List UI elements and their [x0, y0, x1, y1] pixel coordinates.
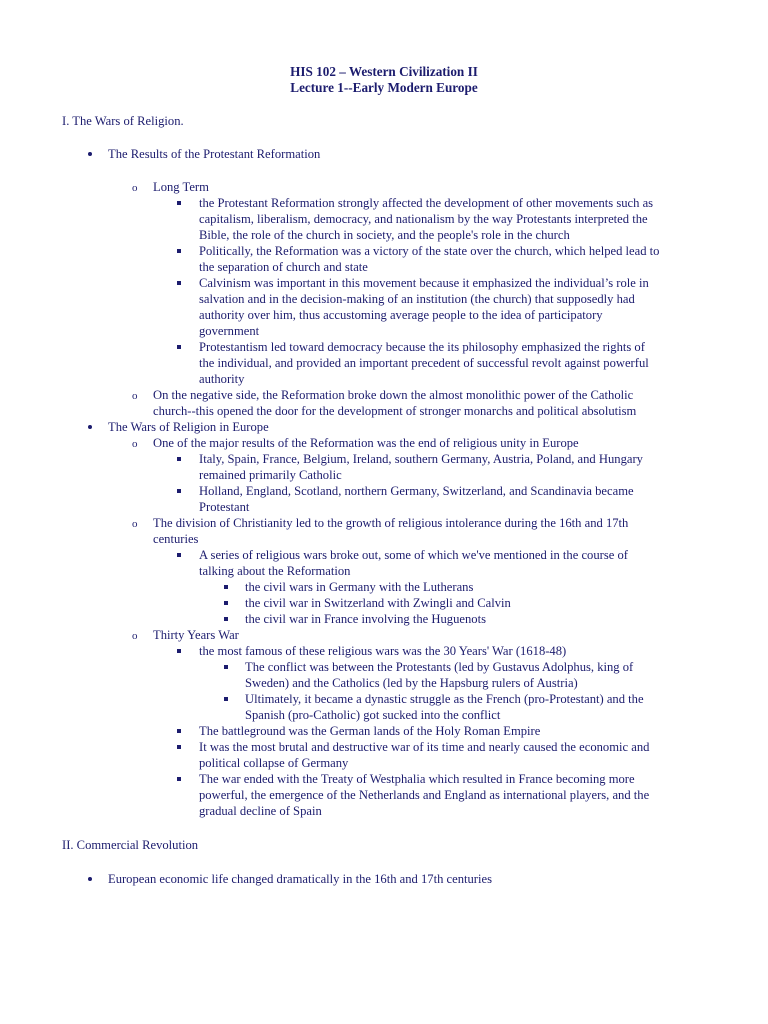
- point-line: capitalism, liberalism, democracy, and nationalism by the way Protestants interpreted the: [199, 212, 648, 226]
- square-marker: [177, 553, 181, 557]
- point-line: A series of religious wars broke out, some of which we've mentioned in the course of: [199, 548, 628, 562]
- square-marker: [224, 617, 228, 621]
- point-line: talking about the Reformation: [199, 564, 351, 578]
- point-line: Italy, Spain, France, Belgium, Ireland, southern Germany, Austria, Poland, and Hungary: [199, 452, 643, 466]
- point-line: powerful, the emergence of the Netherlands and England as international players, and the: [199, 788, 650, 802]
- subpoint-detail: Ultimately, it became a dynastic struggle as the French (pro-Protestant) and the: [245, 692, 644, 706]
- subpoint-long-term: Long Term: [153, 180, 209, 194]
- square-marker: [224, 601, 228, 605]
- subpoint-thirty-years-war: Thirty Years War: [153, 628, 239, 642]
- circle-marker: o: [132, 182, 138, 194]
- bullet-marker: [88, 425, 92, 429]
- point-line: Bible, the role of the church in society, and the people's role in the church: [199, 228, 570, 242]
- point-line: Protestant: [199, 500, 250, 514]
- course-title: HIS 102 – Western Civilization II: [290, 64, 478, 79]
- square-marker: [177, 201, 181, 205]
- bullet-marker: [88, 152, 92, 156]
- section-heading-commercial-revolution: II. Commercial Revolution: [62, 838, 199, 852]
- square-marker: [224, 697, 228, 701]
- square-marker: [224, 665, 228, 669]
- point-line: The battleground was the German lands of the Holy Roman Empire: [199, 724, 541, 738]
- subpoint-line: The division of Christianity led to the growth of religious intolerance during the 16th and 17th: [153, 516, 629, 530]
- subpoint-line: church--this opened the door for the development of stronger monarchs and political absolutism: [153, 404, 637, 418]
- square-marker: [177, 249, 181, 253]
- square-marker: [177, 281, 181, 285]
- point-line: gradual decline of Spain: [199, 804, 322, 818]
- point-line: the separation of church and state: [199, 260, 368, 274]
- square-marker: [177, 457, 181, 461]
- lecture-title: Lecture 1--Early Modern Europe: [290, 80, 478, 95]
- square-marker: [177, 649, 181, 653]
- subpoint-line: On the negative side, the Reformation broke down the almost monolithic power of the Catholic: [153, 388, 634, 402]
- subpoint-detail: the civil war in Switzerland with Zwingli and Calvin: [245, 596, 511, 610]
- point-line: political collapse of Germany: [199, 756, 349, 770]
- point-line: Holland, England, Scotland, northern Germany, Switzerland, and Scandinavia became: [199, 484, 634, 498]
- bullet-economic-life: European economic life changed dramatically in the 16th and 17th centuries: [108, 872, 492, 886]
- subpoint-detail: Spanish (pro-Catholic) got sucked into the conflict: [245, 708, 501, 722]
- point-line: authority: [199, 372, 245, 386]
- point-line: The war ended with the Treaty of Westphalia which resulted in France becoming more: [199, 772, 635, 786]
- square-marker: [177, 777, 181, 781]
- bullet-marker: [88, 877, 92, 881]
- point-line: the Protestant Reformation strongly affected the development of other movements such as: [199, 196, 654, 210]
- point-line: Calvinism was important in this movement because it emphasized the individual’s role in: [199, 276, 649, 290]
- subpoint-detail: Sweden) and the Catholics (led by the Hapsburg rulers of Austria): [245, 676, 578, 690]
- point-line: remained primarily Catholic: [199, 468, 342, 482]
- point-line: government: [199, 324, 260, 338]
- point-line: salvation and in the decision-making of an institution (the church) that supposedly had: [199, 292, 635, 306]
- square-marker: [177, 489, 181, 493]
- point-line: Protestantism led toward democracy because the its philosophy emphasized the rights of: [199, 340, 645, 354]
- point-line: the individual, and provided an important precedent of successful revolt against powerful: [199, 356, 649, 370]
- square-marker: [177, 345, 181, 349]
- section-heading-wars-of-religion: I. The Wars of Religion.: [62, 114, 184, 128]
- point-line: the most famous of these religious wars was the 30 Years' War (1618-48): [199, 644, 567, 658]
- subpoint-detail: The conflict was between the Protestants (led by Gustavus Adolphus, king of: [245, 660, 634, 674]
- subpoint-detail: the civil wars in Germany with the Lutherans: [245, 580, 474, 594]
- subpoint-detail: the civil war in France involving the Huguenots: [245, 612, 486, 626]
- point-line: Politically, the Reformation was a victory of the state over the church, which helped lead to: [199, 244, 660, 258]
- square-marker: [224, 585, 228, 589]
- circle-marker: o: [132, 630, 138, 642]
- circle-marker: o: [132, 438, 138, 450]
- bullet-wars-of-religion-in-europe: The Wars of Religion in Europe: [108, 420, 269, 434]
- square-marker: [177, 729, 181, 733]
- bullet-results-of-reformation: The Results of the Protestant Reformation: [108, 147, 321, 161]
- square-marker: [177, 745, 181, 749]
- circle-marker: o: [132, 390, 138, 402]
- subpoint-line: centuries: [153, 532, 199, 546]
- point-line: authority over him, thus accustoming average people to the idea of participatory: [199, 308, 603, 322]
- circle-marker: o: [132, 518, 138, 530]
- subpoint-line: One of the major results of the Reformation was the end of religious unity in Europe: [153, 436, 579, 450]
- point-line: It was the most brutal and destructive war of its time and nearly caused the economic and: [199, 740, 650, 754]
